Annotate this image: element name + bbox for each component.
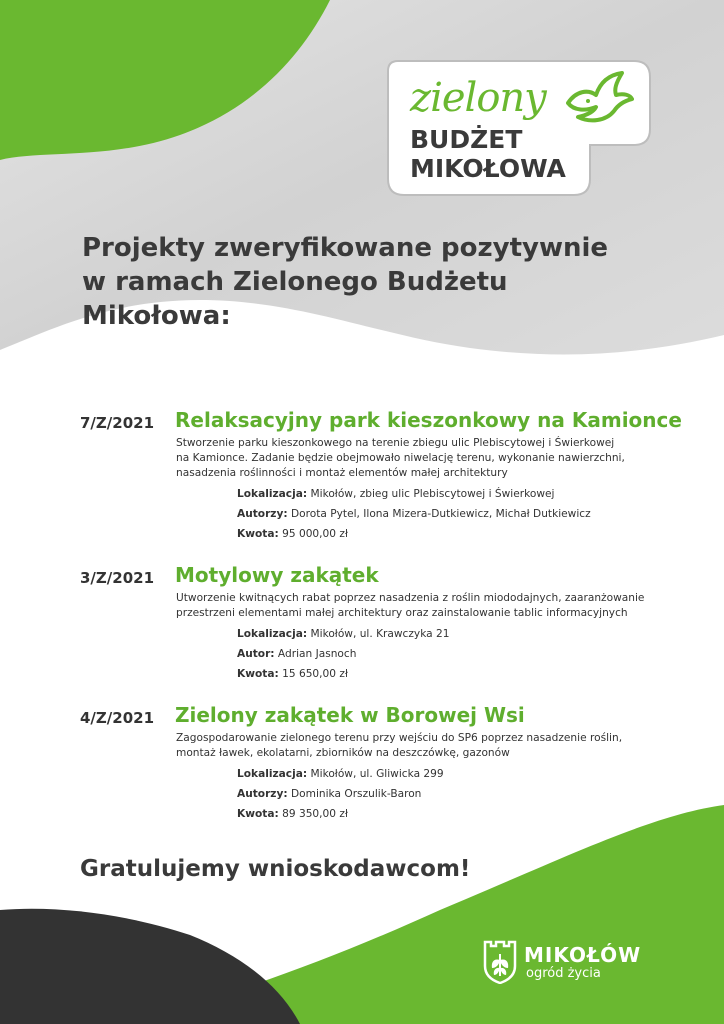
logo-line-mikolowa: MIKOŁOWA bbox=[410, 154, 566, 183]
authors-value: Adrian Jasnoch bbox=[277, 648, 357, 660]
description-line: Stworzenie parku kieszonkowego na terenie zbiegu ulic Plebiscytowej i Świerkowej bbox=[176, 437, 615, 449]
description-line: Zagospodarowanie zielonego terenu przy wejściu do SP6 poprzez nasadzenie roślin, bbox=[176, 732, 623, 744]
project-description bbox=[176, 591, 646, 621]
project-title: Relaksacyjny park kieszonkowy na Kamionce bbox=[175, 408, 682, 432]
description-line: nasadzenia roślinności i montaż elementów małej architektury bbox=[176, 467, 508, 479]
project-amount bbox=[237, 808, 657, 820]
amount-label: Kwota: bbox=[237, 668, 279, 680]
project-authors bbox=[237, 648, 657, 660]
project-location bbox=[237, 488, 657, 500]
logo-word: zielony bbox=[410, 75, 546, 121]
authors-label: Autor: bbox=[237, 648, 275, 660]
authors-label: Autorzy: bbox=[237, 788, 288, 800]
amount-value: 95 000,00 zł bbox=[282, 528, 348, 540]
authors-value: Dorota Pytel, Ilona Mizera-Dutkiewicz, Michał Dutkiewicz bbox=[291, 508, 591, 520]
project-description bbox=[176, 731, 646, 761]
project-code: 7/Z/2021 bbox=[80, 414, 155, 432]
dark-corner-bottom bbox=[0, 909, 300, 1024]
location-label: Lokalizacja: bbox=[237, 628, 308, 640]
project-code: 4/Z/2021 bbox=[80, 709, 155, 727]
description-line: Utworzenie kwitnących rabat poprzez nasadzenia z roślin miododajnych, zaaranżowanie bbox=[176, 592, 645, 604]
location-value: Mikołów, ul. Gliwicka 299 bbox=[310, 768, 444, 780]
city-emblem-icon bbox=[482, 940, 518, 984]
city-tagline: ogród życia bbox=[526, 966, 601, 981]
amount-value: 89 350,00 zł bbox=[282, 808, 348, 820]
project-amount bbox=[237, 528, 657, 540]
logo-line-budzet: BUDŻET bbox=[410, 125, 523, 154]
page-title-line-2: w ramach Zielonego Budżetu Mikołowa: bbox=[82, 267, 508, 331]
authors-value: Dominika Orszulik-Baron bbox=[291, 788, 422, 800]
project-location bbox=[237, 628, 657, 640]
description-line: przestrzeni elementami małej architektury oraz zainstalowanie tablic informacyjnych bbox=[176, 607, 628, 619]
dove-icon bbox=[562, 69, 634, 127]
location-value: Mikołów, zbieg ulic Plebiscytowej i Świerkowej bbox=[310, 488, 555, 500]
project-code: 3/Z/2021 bbox=[80, 569, 155, 587]
location-label: Lokalizacja: bbox=[237, 488, 308, 500]
zielony-budzet-logo bbox=[384, 57, 654, 197]
project-title: Zielony zakątek w Borowej Wsi bbox=[175, 703, 525, 727]
project-location bbox=[237, 768, 657, 780]
project-title: Motylowy zakątek bbox=[175, 563, 379, 587]
project-amount bbox=[237, 668, 657, 680]
mikolow-city-logo bbox=[482, 940, 662, 990]
description-line: na Kamionce. Zadanie będzie obejmowało niwelację terenu, wykonanie nawierzchni, bbox=[176, 452, 625, 464]
location-label: Lokalizacja: bbox=[237, 768, 308, 780]
city-name: MIKOŁÓW bbox=[524, 943, 642, 967]
location-value: Mikołów, ul. Krawczyka 21 bbox=[310, 628, 450, 640]
page-title-line-1: Projekty zweryfikowane pozytywnie bbox=[82, 233, 609, 263]
authors-label: Autorzy: bbox=[237, 508, 288, 520]
congratulations-text: Gratulujemy wnioskodawcom! bbox=[80, 856, 471, 882]
amount-value: 15 650,00 zł bbox=[282, 668, 348, 680]
amount-label: Kwota: bbox=[237, 528, 279, 540]
project-authors bbox=[237, 508, 657, 520]
page-title bbox=[82, 231, 662, 333]
description-line: montaż ławek, ekolatarni, zbiorników na deszczówkę, gazonów bbox=[176, 747, 510, 759]
amount-label: Kwota: bbox=[237, 808, 279, 820]
project-description bbox=[176, 436, 646, 481]
project-authors bbox=[237, 788, 657, 800]
